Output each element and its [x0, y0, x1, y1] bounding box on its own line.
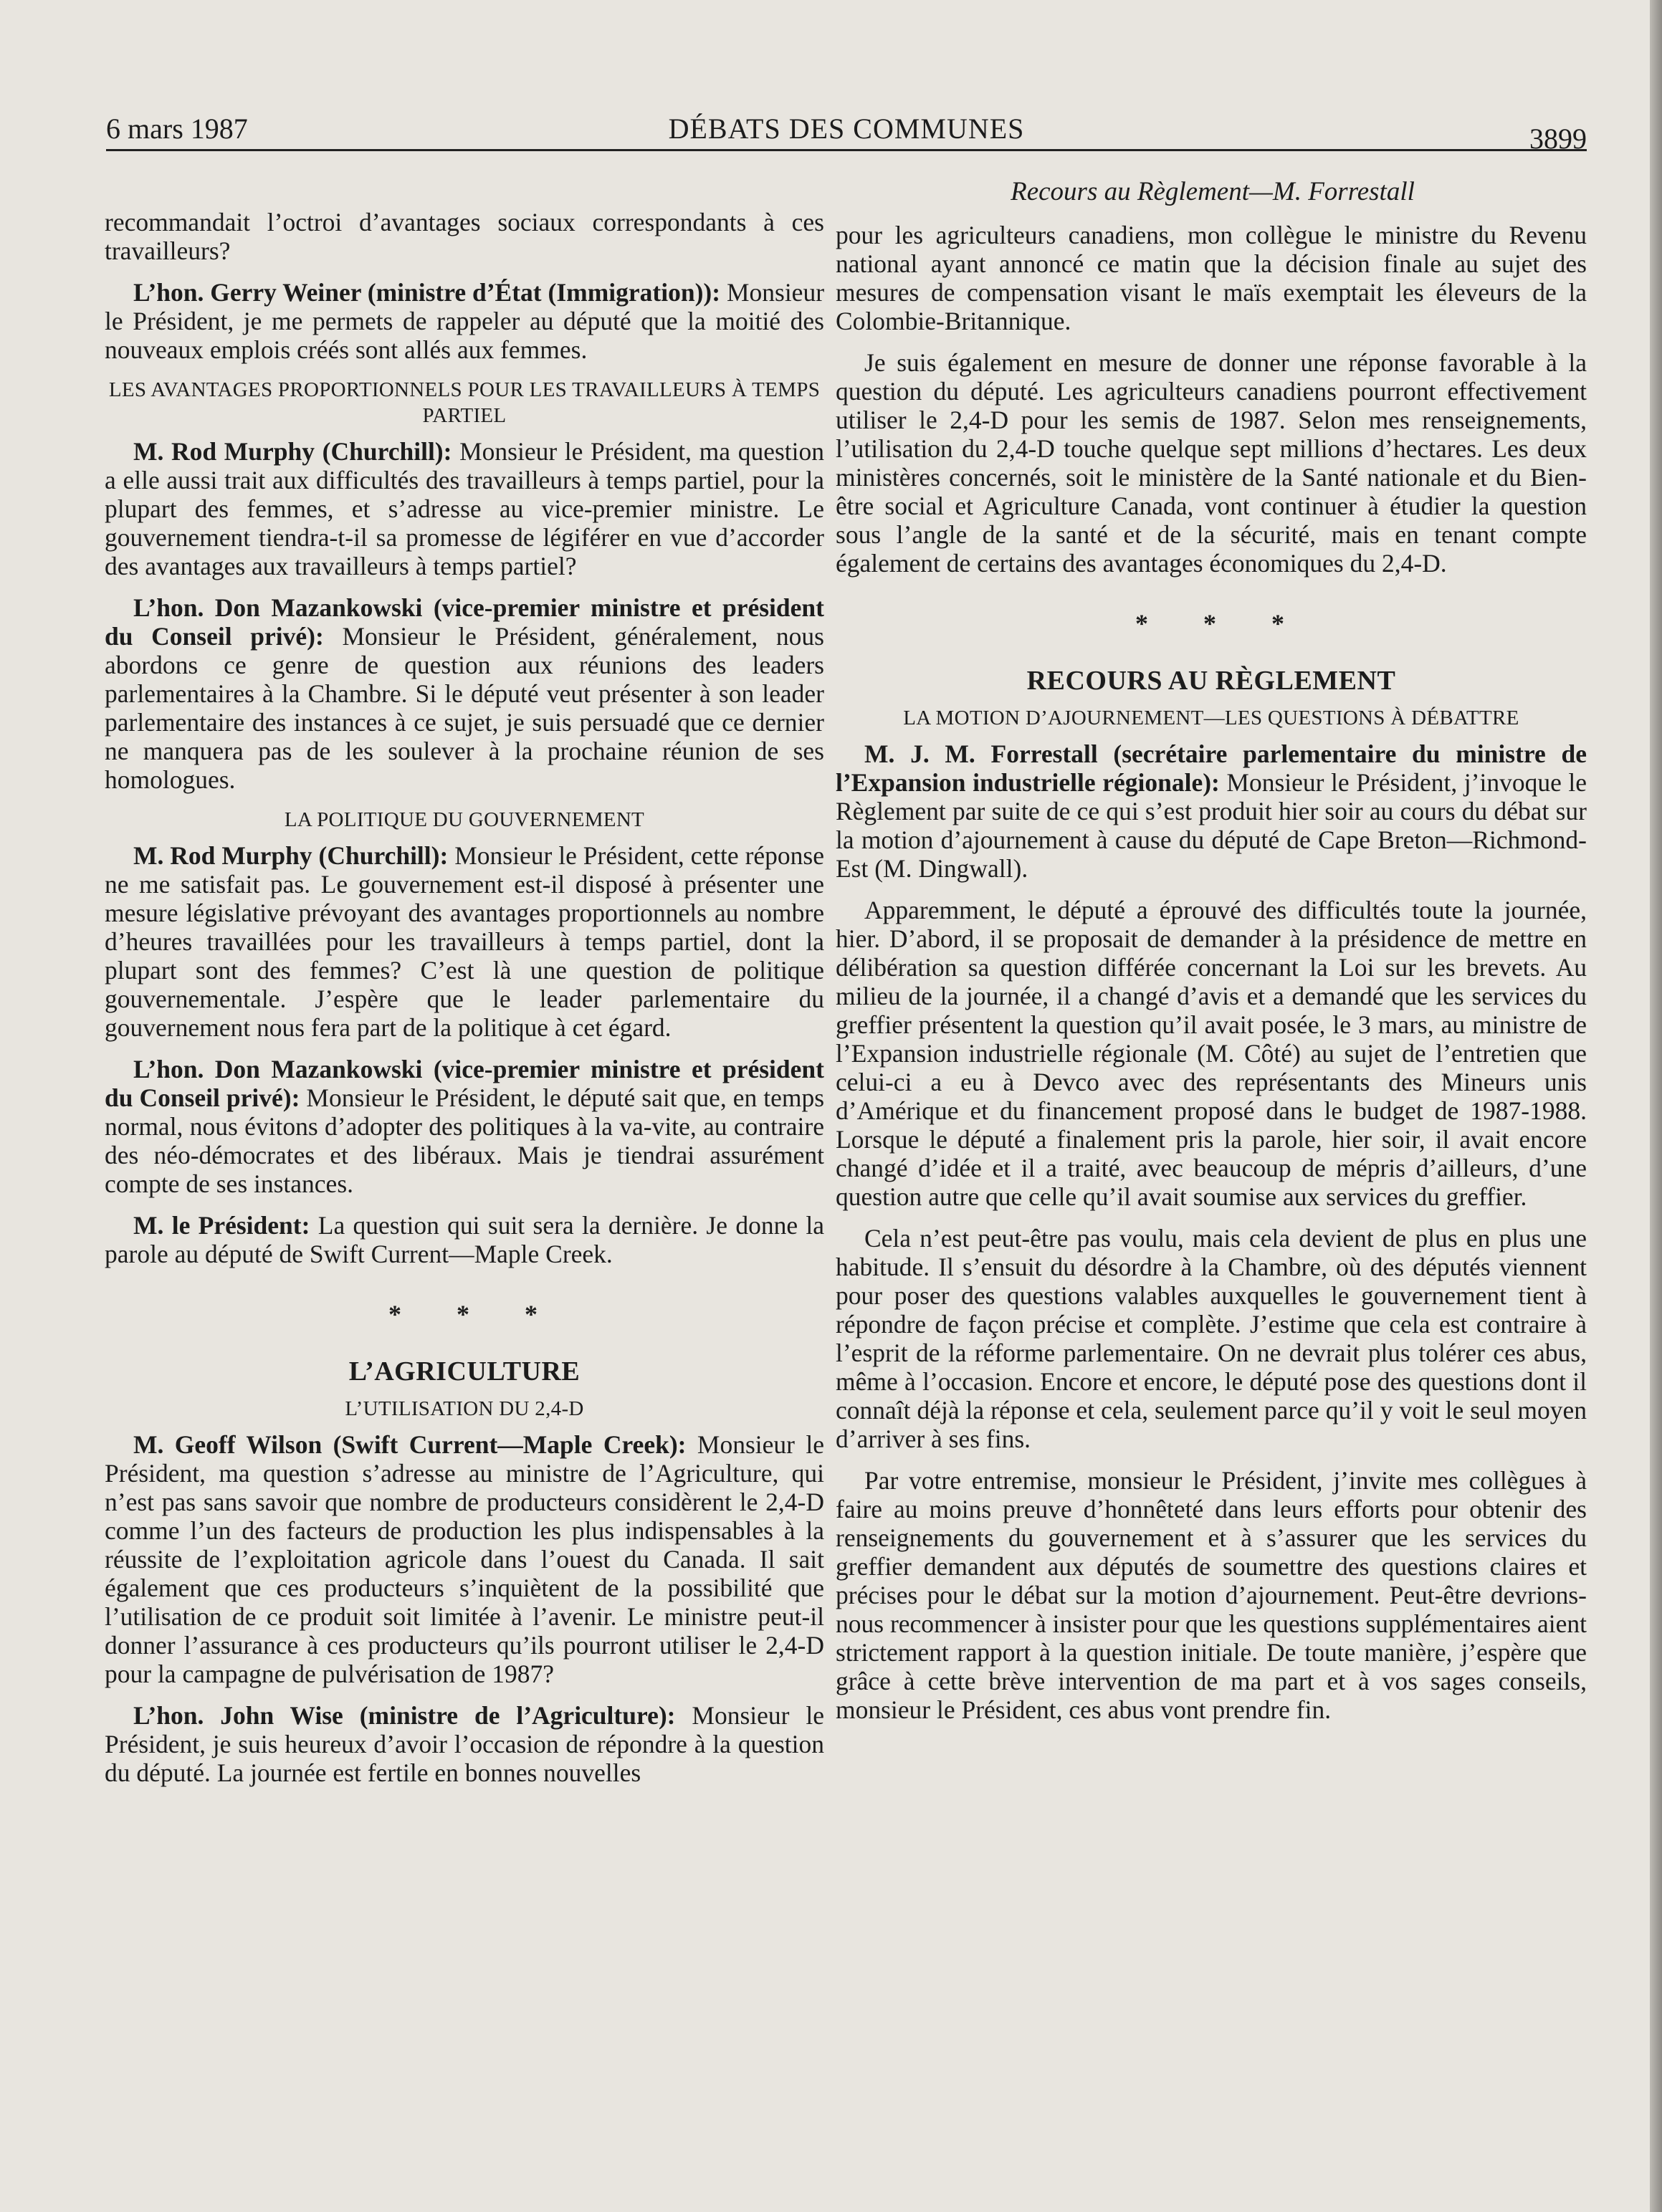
page-number: 3899: [1529, 123, 1587, 155]
paragraph: Je suis également en mesure de donner une réponse favorable à la question du député. Les agriculteurs canadiens pourront effectivement utiliser le 2,4-D pour les semis de 1987. Selon mes renseignements, l’utilisation du 2,4-D touche quelque sept millions d’hectares. Les deux ministères concernés, soit le ministère de la Santé nationale et du Bien-être social et Agriculture Canada, vont continuer à étudier la question sous l’angle de la santé et de la sécurité, mais en tenant compte également de certains des avantages économiques du 2,4-D.: [836, 348, 1587, 578]
speaker-name: M. le Président:: [133, 1211, 310, 1240]
paragraph: pour les agriculteurs canadiens, mon collègue le ministre du Revenu national ayant annoncé ce matin que la décision finale au sujet des mesures de compensation visant le maïs exemptait les éleveurs de la Colombie-Britannique.: [836, 221, 1587, 335]
section-separator: * * *: [1135, 609, 1309, 638]
paragraph: [105, 841, 824, 1042]
speech-text: Monsieur le Président, ma question a elle aussi trait aux difficultés des travailleurs à temps partiel, pour la plupart des femmes, et s’adresse au vice-premier ministre. Le gouvernement tiendra-t-il sa promesse de légiférer en vue d’accorder des avantages aux travailleurs à temps partiel?: [105, 437, 824, 580]
page-edge-shadow: [1650, 0, 1662, 2212]
subheading: LA POLITIQUE DU GOUVERNEMENT: [284, 808, 645, 831]
paragraph: [105, 1701, 824, 1787]
speech-text: Monsieur le Président, je suis heureux d’avoir l’occasion de répondre à la question du député. La journée est fertile en bonnes nouvelles: [105, 1701, 824, 1787]
speech-text: Monsieur le Président, j’invoque le Règlement par suite de ce qui s’est produit hier soir au cours du débat sur la motion d’ajournement à cause du député de Cape Breton—Richmond-Est (M. Dingwall).: [836, 768, 1587, 883]
subheading: LES AVANTAGES PROPORTIONNELS POUR LES TRAVAILLEURS À TEMPS PARTIEL: [108, 378, 821, 427]
speech-text: Monsieur le Président, ma question s’adresse au ministre de l’Agriculture, qui n’est pas sans savoir que nombre de producteurs considèrent le 2,4-D comme l’un des facteurs de production les plus indispensables à la réussite de l’exploitation agricole dans l’ouest du Canada. Il sait également que ces producteurs s’inquiètent de la possibilité que l’utilisation de ce produit soit limitée à l’avenir. Le ministre peut-il donner l’assurance à ces producteurs qu’ils pourront utiliser le 2,4-D pour la campagne de pulvérisation de 1987?: [105, 1430, 824, 1688]
paragraph: [105, 1211, 824, 1268]
speaker-name: M. J. M. Forrestall (secrétaire parlementaire du ministre de l’Expansion industrielle régionale):: [836, 739, 1587, 797]
right-column: [836, 221, 1587, 1737]
paragraph: [836, 739, 1587, 883]
header-date: 6 mars 1987: [106, 112, 248, 145]
page-header: [106, 112, 1587, 155]
speaker-name: M. Rod Murphy (Churchill):: [133, 841, 449, 870]
paragraph: Par votre entremise, monsieur le Président, j’invite mes collègues à faire au moins preuve d’honnêteté dans leurs efforts pour obtenir des renseignements du gouvernement et à s’assurer que les services du greffier demandent aux députés de soumettre des questions claires et précises pour le débat sur la motion d’ajournement. Peut-être devrions-nous recommencer à insister pour que les questions supplémentaires aient strictement rapport à la question initiale. De toute manière, j’espère que grâce à cette brève intervention de ma part et à vos sages conseils, monsieur le Président, ces abus vont prendre fin.: [836, 1466, 1587, 1724]
subheading: LA MOTION D’AJOURNEMENT—LES QUESTIONS À DÉBATTRE: [903, 707, 1519, 729]
speaker-name: M. Rod Murphy (Churchill):: [133, 437, 452, 466]
paragraph: [105, 437, 824, 580]
running-head: Recours au Règlement—M. Forrestall: [1011, 177, 1415, 206]
speech-text: La question qui suit sera la dernière. Je donne la parole au député de Swift Current—Maple Creek.: [105, 1211, 825, 1268]
paragraph: Apparemment, le député a éprouvé des difficultés toute la journée, hier. D’abord, il se proposait de demander à la présidence de mettre en délibération sa question différée concernant la Loi sur les brevets. Au milieu de la journée, il a changé d’avis et a demandé que les services du greffier présentent la question qu’il avait posée, le 3 mars, au ministre de l’Expansion industrielle régionale (M. Côté) au sujet de l’entretien que celui-ci a eu à Devco avec des représentants des Mineurs unis d’Amérique et du financement proposé dans le budget de 1987-1988. Lorsque le député a finalement pris la parole, hier soir, il avait encore changé d’idée et il a traité, avec beaucoup de mépris d’ailleurs, d’une question autre que celle qu’il avait soumise aux services du greffier.: [836, 896, 1587, 1211]
speaker-name: M. Geoff Wilson (Swift Current—Maple Creek):: [133, 1430, 687, 1459]
speaker-name: L’hon. Don Mazankowski (vice-premier ministre et président du Conseil privé):: [105, 1055, 824, 1112]
speaker-name: L’hon. Don Mazankowski (vice-premier ministre et président du Conseil privé):: [105, 593, 824, 651]
subheading: L’UTILISATION DU 2,4-D: [345, 1397, 584, 1420]
speech-text: Monsieur le Président, généralement, nous abordons ce genre de question aux réunions des leaders parlementaires à la Chambre. Si le député veut présenter à son leader parlementaire des instances à ce sujet, je suis persuadé que ce dernier ne manquera pas de les soulever à la prochaine réunion de ses homologues.: [105, 622, 824, 794]
paragraph: recommandait l’octroi d’avantages sociaux correspondants à ces travailleurs?: [105, 208, 824, 265]
section-separator: * * *: [388, 1300, 562, 1328]
speech-text: Monsieur le Président, cette réponse ne me satisfait pas. Le gouvernement est-il disposé à présenter une mesure législative prévoyant des avantages proportionnels au nombre d’heures travaillées pour les travailleurs à temps partiel, dont la plupart sont des femmes? C’est là une question de politique gouvernementale. J’espère que le leader parlementaire du gouvernement nous fera part de la politique à cet égard.: [105, 841, 824, 1042]
paragraph: [105, 593, 824, 794]
speech-text: Monsieur le Président, le député sait que, en temps normal, nous évitons d’adopter des politiques à la va-vite, au contraire des néo-démocrates et des libéraux. Mais je tiendrai assurément compte de ses instances.: [105, 1083, 825, 1198]
section-heading: L’AGRICULTURE: [348, 1356, 581, 1387]
speech-text: Monsieur le Président, je me permets de rappeler au député que la moitié des nouveaux emplois créés sont allés aux femmes.: [105, 278, 825, 364]
paragraph: [105, 278, 824, 364]
section-heading: RECOURS AU RÈGLEMENT: [1026, 666, 1396, 696]
header-rule: [106, 149, 1587, 151]
paragraph: [105, 1055, 824, 1198]
speaker-name: L’hon. Gerry Weiner (ministre d’État (Immigration)):: [133, 278, 721, 307]
header-title: DÉBATS DES COMMUNES: [668, 112, 1025, 145]
paragraph: [105, 1430, 824, 1688]
speaker-name: L’hon. John Wise (ministre de l’Agriculture):: [133, 1701, 676, 1730]
paragraph: Cela n’est peut-être pas voulu, mais cela devient de plus en plus une habitude. Il s’ensuit du désordre à la Chambre, où des députés viennent pour poser des questions valables auxquelles le gouvernement tient à répondre de façon précise et complète. J’estime que cela est contraire à l’esprit de la réforme parlementaire. On ne devrait plus tolérer ces abus, même à l’occasion. Encore et encore, le député pose des questions dont il connaît déjà la réponse et cela, seulement parce qu’il y voit le seul moyen d’arriver à ses fins.: [836, 1224, 1587, 1453]
left-column: [105, 208, 824, 1800]
